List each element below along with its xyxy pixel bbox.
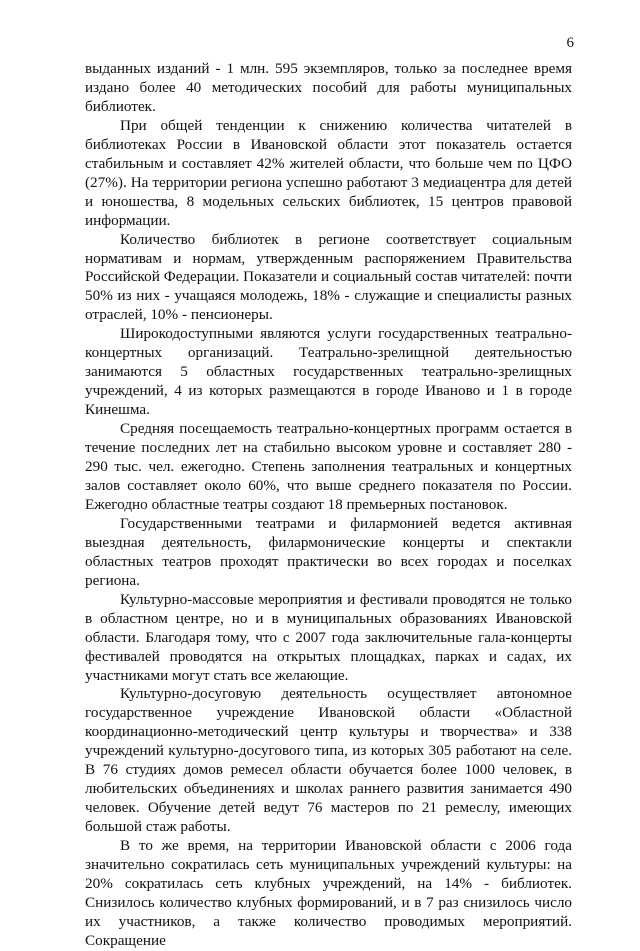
paragraph-library-readers: При общей тенденции к снижению количества читателей в библиотеках России в Ивановской области этот показатель остается стабильным и составляет 42% жителей области, что больше чем по ЦФО (27%). На территории региона успешно работают 3 медиацентра для детей и юношества, 8 модельных сельских библиотек, 15 центров правовой информации.: [85, 116, 572, 229]
paragraph-festivals: Культурно-массовые мероприятия и фестивали проводятся не только в областном центре, но и в муниципальных образованиях Ивановской области. Благодаря тому, что с 2007 года заключительные гала-концерты фестивалей проводятся на открытых площадках, парках и садах, их участниками могут стать все желающие.: [85, 590, 572, 684]
paragraph-library-count: Количество библиотек в регионе соответствует социальным нормативам и нормам, утвержденным распоряжением Правительства Российской Федерации. Показатели и социальный состав читателей: почти 50% из них - учащаяся молодежь, 18% - служащие и специалисты разных отраслей, 10% - пенсионеры.: [85, 230, 572, 324]
paragraph-theatre-attendance: Средняя посещаемость театрально-концертных программ остается в течение последних лет на стабильно высоком уровне и составляет 280 - 290 тыс. чел. ежегодно. Степень заполнения театральных и концертных залов составляет около 60%, что выше среднего показателя по России. Ежегодно областные театры создают 18 премьерных постановок.: [85, 420, 572, 513]
paragraph-touring-activity: Государственными театрами и филармонией ведется активная выездная деятельность, филармонические концерты и спектакли областных театров проходят практически во всех городах и поселках региона.: [85, 514, 572, 589]
paragraph-theatre-services: Широкодоступными являются услуги государственных театрально-концертных организаций. Театрально-зрелищной деятельностью занимаются 5 областных государственных театрально-зрелищных учреждений, 4 из которых размещаются в городе Иваново и 1 в городе Кинешма.: [85, 325, 572, 419]
document-body: [85, 60, 572, 951]
paragraph-cultural-leisure: Культурно-досуговую деятельность осуществляет автономное государственное учреждение Ивановской области «Областной координационно-методический центр культуры и творчества» и 338 учреждений культурно-досугового типа, из которых 305 работают на селе. В 76 студиях домов ремесел области обучается более 1000 человек, в любительских объединениях и школах раннего развития занимается 490 человек. Обучение детей ведут 76 мастеров по 21 ремеслу, имеющих большой стаж работы.: [85, 685, 572, 836]
page-number: 6: [566, 35, 574, 51]
paragraph-continued: выданных изданий - 1 млн. 595 экземпляров, только за последнее время издано более 40 методических пособий для работы муниципальных библиотек.: [85, 60, 572, 115]
paragraph-network-reduction: В то же время, на территории Ивановской области с 2006 года значительно сократилась сеть муниципальных учреждений культуры: на 20% сократилась сеть клубных учреждений, на 14% - библиотек. Снизилось количество клубных формирований, и в 7 раз снизилось число их участников, а также количество проводимых мероприятий. Сокращение: [85, 837, 572, 949]
